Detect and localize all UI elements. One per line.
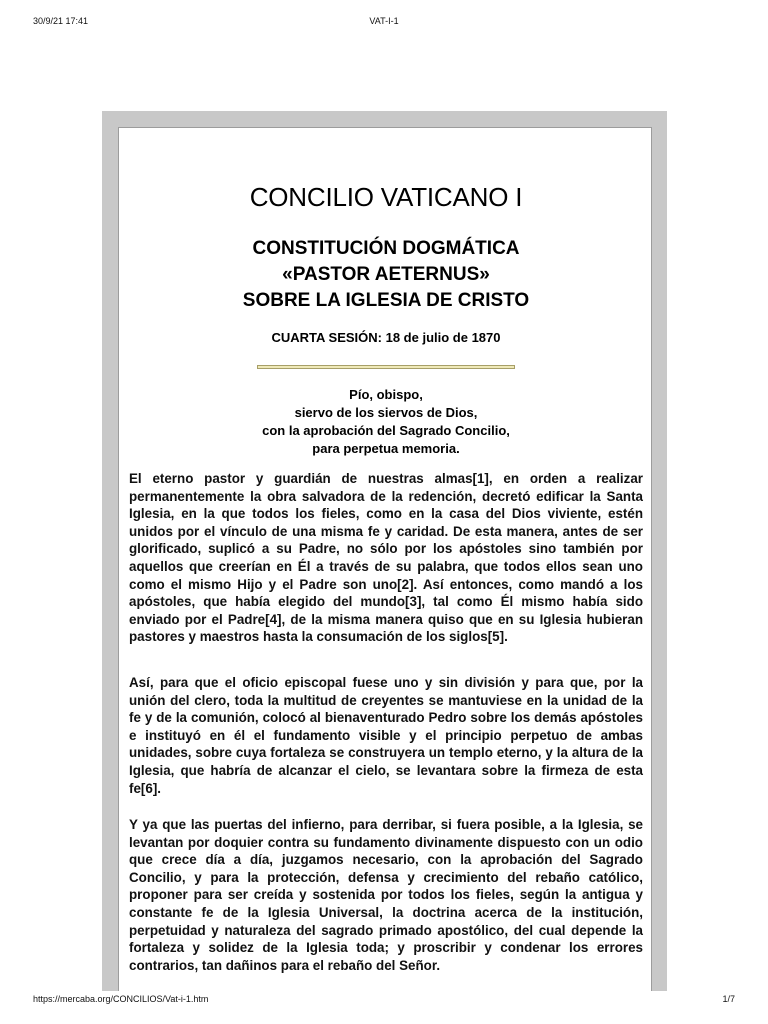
subtitle-line: SOBRE LA IGLESIA DE CRISTO: [242, 290, 530, 311]
dedication-line: Pío, obispo,: [349, 387, 423, 402]
subtitle-line: CONSTITUCIÓN DOGMÁTICA: [252, 238, 520, 259]
body-paragraph: Así, para que el oficio episcopal fuese uno y sin división y para que, por la unión del clero, toda la multitud de creyentes se mantuviese en la unidad de la fe y de la comunión, colocó al bienaventurado Pedro sobre los demás apóstoles e instituyó en él el fundamento visible y el principio perpetuo de ambas unidades, sobre cuya fortaleza se construyera un templo eterno, y la altura de la Iglesia, que habría de alcanzar el cielo, se levantara sobre la firmeza de esta fe[6].: [129, 675, 643, 796]
document-page: [118, 127, 652, 991]
body-paragraph: Y ya que las puertas del infierno, para derribar, si fuera posible, a la Iglesia, se levantan por doquier contra su fundamento divinamente dispuesto con un odio que crece día a día, juzgamos necesario, con la aprobación del Sagrado Concilio, y para la protección, defensa y crecimiento del rebaño católico, proponer para ser creída y sostenida por todos los fieles, según la antigua y constante fe de la Iglesia Universal, la doctrina acerca de la institución, perpetuidad y naturaleza del sagrado primado apostólico, del cual depende la fortaleza y solidez de la Iglesia toda; y proscribir y condenar los errores contrarios, tan dañinos para el rebaño del Señor.: [129, 817, 643, 973]
dedication-line: siervo de los siervos de Dios,: [294, 405, 478, 420]
dedication-line: con la aprobación del Sagrado Concilio,: [262, 423, 510, 438]
page-counter: 1/7: [722, 994, 735, 1004]
print-url: https://mercaba.org/CONCILIOS/Vat-i-1.htm: [33, 994, 209, 1004]
document-subtitle: [129, 236, 643, 314]
subtitle-line: «PASTOR AETERNUS»: [282, 264, 490, 285]
session-line: CUARTA SESIÓN: 18 de julio de 1870: [271, 330, 501, 345]
dedication-line: para perpetua memoria.: [312, 441, 460, 456]
horizontal-rule: [257, 365, 515, 369]
print-doc-title: VAT-I-1: [369, 16, 399, 26]
document-title: CONCILIO VATICANO I: [249, 182, 523, 212]
body-paragraph: El eterno pastor y guardián de nuestras almas[1], en orden a realizar permanentemente la obra salvadora de la redención, decretó edificar la Santa Iglesia, en la que todos los fieles, como en la casa del Dios viviente, estén unidos por el vínculo de una misma fe y caridad. De esta manera, antes de ser glorificado, suplicó a su Padre, no sólo por los apóstoles sino también por aquellos que creerían en Él a través de su palabra, que todos ellos sean uno como el mismo Hijo y el Padre son uno[2]. Así entonces, como mandó a los apóstoles, que había elegido del mundo[3], tal como Él mismo había sido enviado por el Padre[4], de la misma manera quiso que en su Iglesia hubieran pastores y maestros hasta la consumación de los siglos[5].: [129, 471, 643, 645]
page-frame: [102, 111, 667, 991]
dedication: [129, 386, 643, 458]
print-header: [0, 16, 768, 30]
print-footer: [0, 994, 768, 1008]
print-datetime: 30/9/21 17:41: [33, 16, 89, 26]
